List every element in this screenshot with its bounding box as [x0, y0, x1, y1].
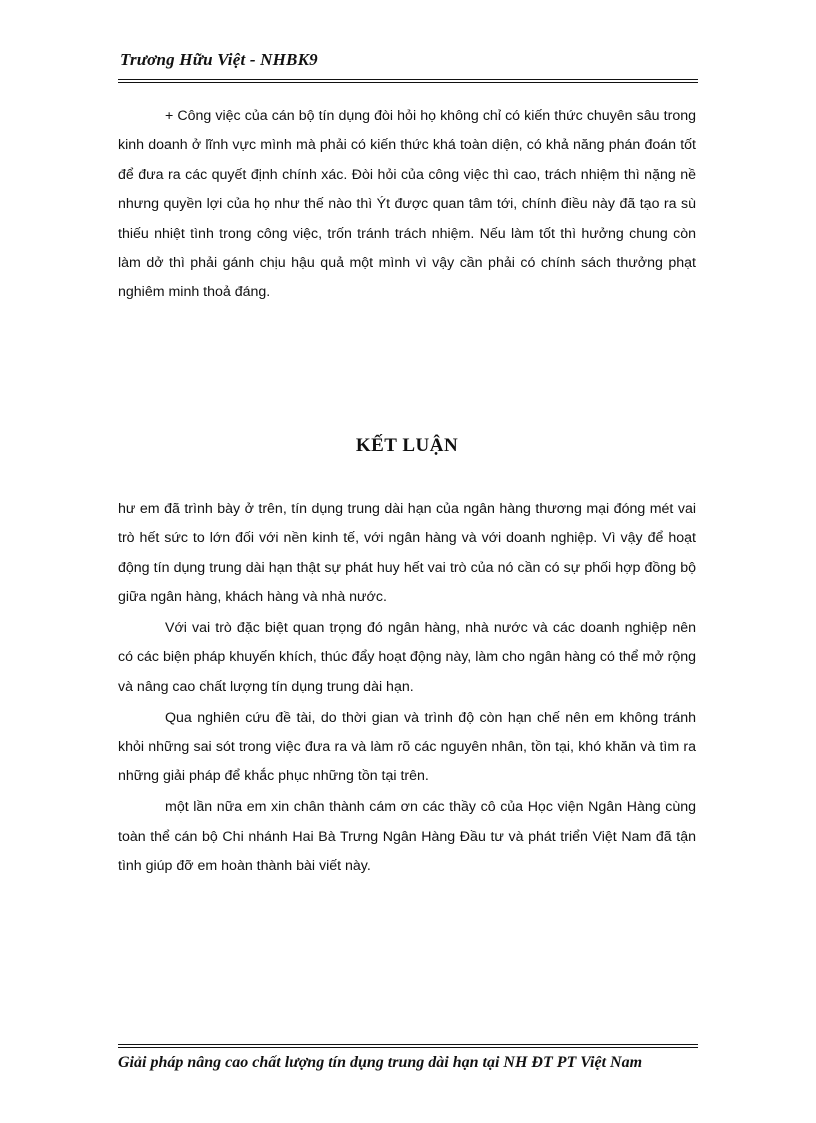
header-rule — [118, 79, 698, 83]
conclusion-title: KẾT LUẬN — [355, 435, 459, 456]
paragraph: hư em đã trình bày ở trên, tín dụng trung dài hạn của ngân hàng thương mại đóng mét vai trò hết sức to lớn đối với nền kinh tế, với ngân hàng và với doanh nghiệp. Vì vậy để hoạt động tín dụng trung dài hạn thật sự phát huy hết vai trò của nó cần có sự phối hợp đồng bộ giữa ngân hàng, khách hàng và nhà nước. — [118, 501, 696, 606]
conclusion-body — [118, 495, 696, 881]
paragraph: Với vai trò đặc biệt quan trọng đó ngân hàng, nhà nước và các doanh nghiệp nên có các biện pháp khuyến khích, thúc đẩy hoạt động này, làm cho ngân hàng có thể mở rộng và nâng cao chất lượng tín dụng trung dài hạn. — [118, 620, 696, 695]
footer-rule — [118, 1044, 698, 1048]
paragraph: + Công việc của cán bộ tín dụng đòi hỏi họ không chỉ có kiến thức chuyên sâu trong kinh doanh ở lĩnh vực mình mà phải có kiến thức khá toàn diện, có khả năng phán đoán tốt để đưa ra các quyết định chính xác. Đòi hỏi của công việc thì cao, trách nhiệm thì nặng nề nhưng quyền lợi của họ như thế nào thì Ýt được quan tâm tới, chính điều này đã tạo ra sù thiếu nhiệt tình trong công việc, trốn tránh trách nhiệm. Nếu làm tốt thì hưởng chung còn làm dở thì phải gánh chịu hậu quả một mình vì vậy cần phải có chính sách thưởng phạt nghiêm minh thoả đáng. — [118, 108, 696, 301]
running-header: Trương Hữu Việt - NHBK9 — [120, 50, 318, 69]
paragraph: một lần nữa em xin chân thành cám ơn các thầy cô của Học viện Ngân Hàng cùng toàn thể cán bộ Chi nhánh Hai Bà Trưng Ngân Hàng Đầu tư và phát triển Việt Nam đã tận tình giúp đỡ em hoàn thành bài viết này. — [118, 799, 696, 875]
section-1-body — [118, 102, 696, 308]
paragraph: Qua nghiên cứu đề tài, do thời gian và trình độ còn hạn chế nên em không tránh khỏi những sai sót trong việc đưa ra và làm rõ các nguyên nhân, tồn tại, khó khăn và tìm ra những giải pháp để khắc phục những tồn tại trên. — [118, 709, 696, 785]
running-footer: Giải pháp nâng cao chất lượng tín dụng trung dài hạn tại NH ĐT PT Việt Nam — [118, 1054, 643, 1071]
